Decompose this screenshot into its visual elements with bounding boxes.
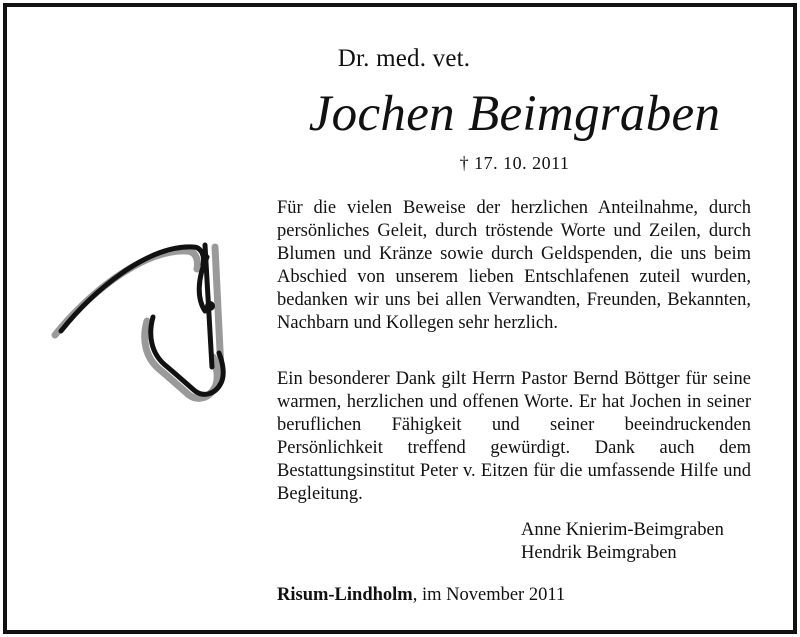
deceased-name: Jochen Beimgraben	[308, 86, 721, 142]
horse-head-icon	[47, 239, 237, 409]
thanks-paragraph-1: Für die vielen Beweise der herzlichen Anteilnahme, durch persönliches Geleit, durch tröstende Worte und Zeilen, durch Blumen und Kränze sowie durch Geldspenden, die uns beim Abschied von unserem lieben Entschlafenen zuteil wurden, bedanken wir uns bei allen Verwandten, Freunden, Bekannten, Nachbarn und Kollegen sehr herzlich.	[277, 198, 751, 333]
place-name: Risum-Lindholm	[277, 585, 413, 605]
notice-frame	[3, 3, 797, 634]
death-date: † 17. 10. 2011	[459, 153, 570, 173]
thanks-paragraph-2: Ein besonderer Dank gilt Herrn Pastor Bernd Böttger für seine warmen, herzlichen und offenen Worte. Er hat Jochen in seiner beruflichen Fähigkeit und seiner beeindruckenden Persönlichkeit treffend gewürdigt. Dank auch dem Bestattungsinstitut Peter v. Eitzen für die umfassende Hilfe und Begleitung.	[277, 369, 751, 504]
signature-name: Anne Knierim-Beimgraben	[521, 520, 724, 540]
signature-block	[521, 519, 724, 565]
date-text: , im November 2011	[412, 585, 566, 605]
academic-title: Dr. med. vet.	[337, 45, 471, 72]
place-date-line	[277, 585, 565, 606]
signature-name: Hendrik Beimgraben	[521, 543, 677, 563]
